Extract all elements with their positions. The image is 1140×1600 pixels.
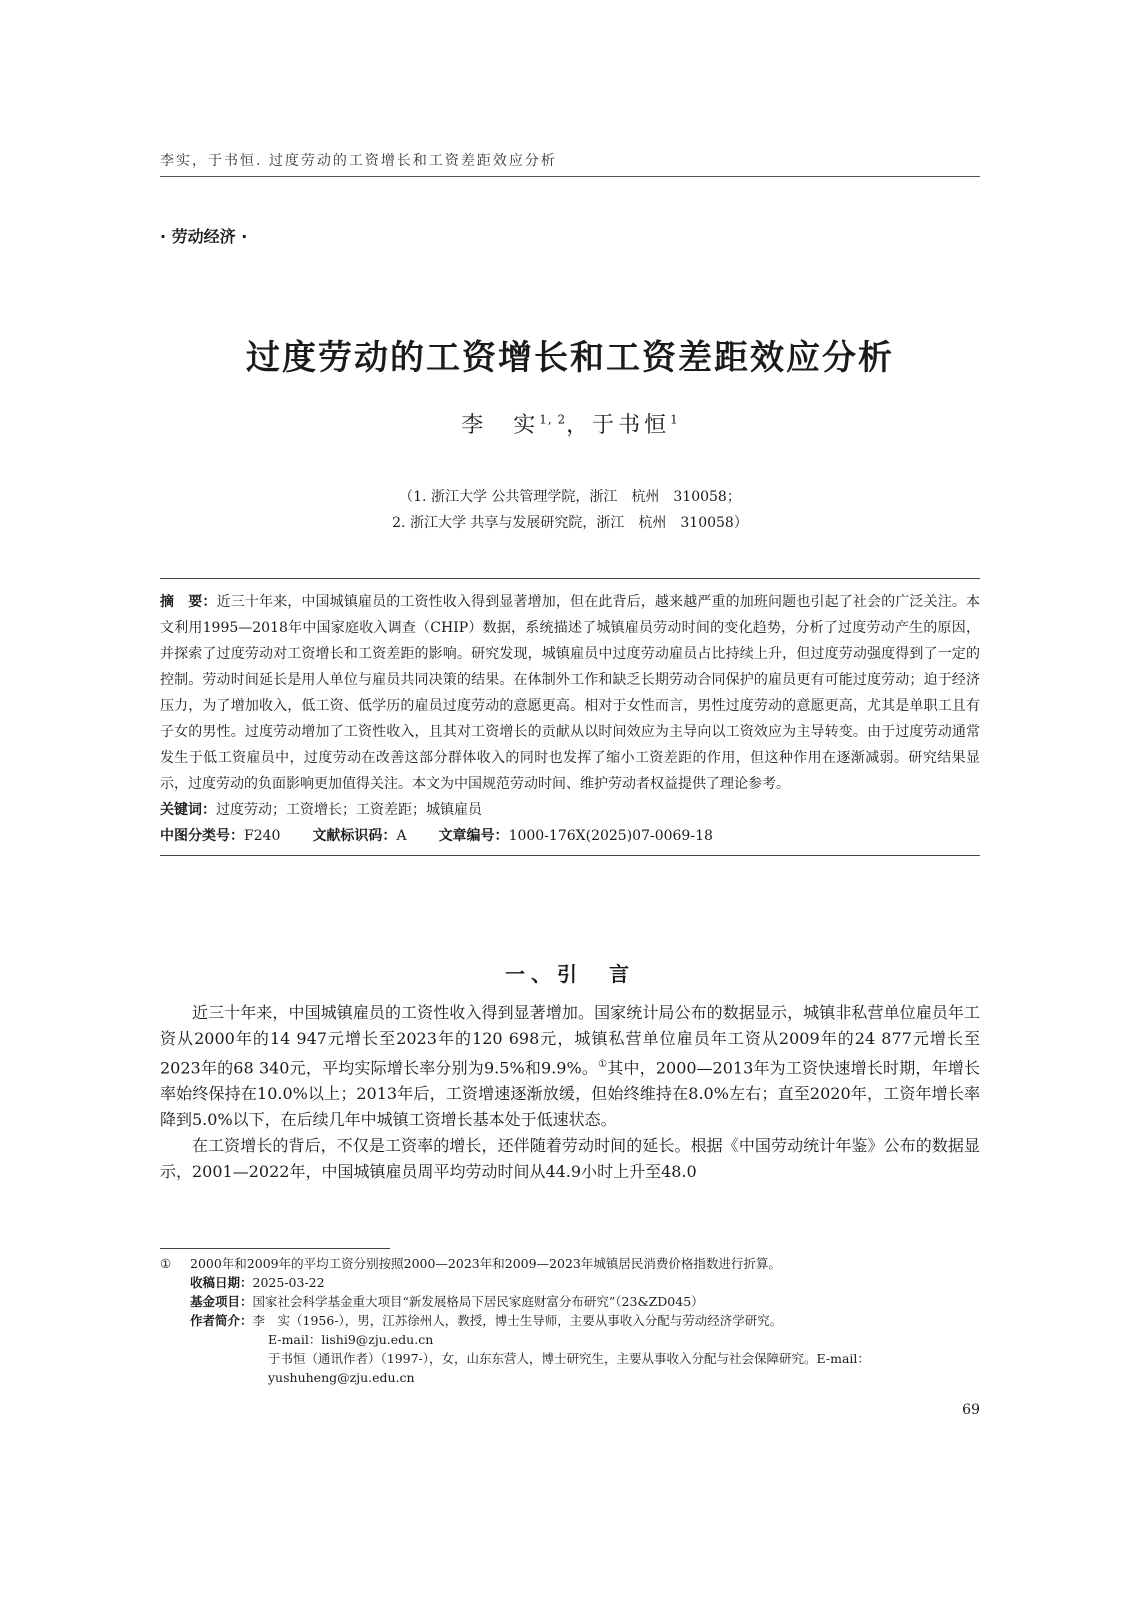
- author-affil-marker: 1, 2: [539, 412, 567, 427]
- clc-label: 中图分类号：: [160, 828, 244, 844]
- received-date-label: 收稿日期：: [190, 1275, 253, 1290]
- author-affil-marker: 1: [670, 412, 679, 427]
- received-date-value: 2025-03-22: [252, 1275, 325, 1290]
- fund-project: [160, 1292, 980, 1311]
- author-bio-text: 李 实（1956-），男，江苏徐州人，教授，博士生导师，主要从事收入分配与劳动经济学研究。: [252, 1313, 783, 1328]
- article-number-value: 1000-176X(2025)07-0069-18: [508, 828, 713, 844]
- body-paragraph: 在工资增长的背后，不仅是工资率的增长，还伴随着劳动时间的延长。根据《中国劳动统计年鉴》公布的数据显示，2001—2022年，中国城镇雇员周平均劳动时间从44.9小时上升至48.0: [160, 1136, 980, 1182]
- author-email[interactable]: E-mail：lishi9@zju.edu.cn: [268, 1332, 434, 1347]
- section-heading: 一、引 言: [505, 962, 635, 986]
- doc-code-label: 文献标识码：: [312, 828, 397, 844]
- abstract-block: [160, 578, 980, 856]
- abstract: [160, 589, 980, 797]
- footnote-mark: ①: [160, 1256, 172, 1271]
- author-email[interactable]: yushuheng@zju.edu.cn: [268, 1370, 415, 1385]
- keywords: [160, 797, 980, 823]
- author-bio: [160, 1311, 980, 1330]
- running-head: 李实，于书恒. 过度劳动的工资增长和工资差距效应分析: [160, 150, 980, 177]
- article-number-label: 文章编号：: [438, 828, 509, 844]
- footnote-divider: [160, 1248, 390, 1249]
- clc-value: F240: [244, 828, 281, 844]
- article-title: 过度劳动的工资增长和工资差距效应分析: [246, 338, 894, 378]
- author-name: 于书恒: [592, 413, 671, 438]
- affiliations: [0, 484, 1140, 536]
- footnote-text: 2000年和2009年的平均工资分别按照2000—2023年和2009—2023年城镇居民消费价格指数进行折算。: [190, 1256, 781, 1271]
- fund-project-value: 国家社会科学基金重大项目“新发展格局下居民家庭财富分布研究”（23&ZD045）: [252, 1294, 704, 1309]
- abstract-label: 摘 要：: [160, 594, 217, 610]
- body-paragraph: [160, 1000, 980, 1133]
- author-name: 李 实: [461, 413, 540, 438]
- abstract-text: 近三十年来，中国城镇雇员的工资性收入得到显著增加，但在此背后，越来越严重的加班问题也引起了社会的广泛关注。本文利用1995—2018年中国家庭收入调查（CHIP）数据，系统描述了城镇雇员劳动时间的变化趋势，分析了过度劳动产生的原因，并探索了过度劳动对工资增长和工资差距的影响。研究发现，城镇雇员中过度劳动雇员占比持续上升，但过度劳动强度得到了一定的控制。劳动时间延长是用人单位与雇员共同决策的结果。在体制外工作和缺乏长期劳动合同保护的雇员更有可能过度劳动；迫于经济压力，为了增加收入，低工资、低学历的雇员过度劳动的意愿更高。相对于女性而言，男性过度劳动的意愿更高，尤其是单职工且有子女的男性。过度劳动增加了工资性收入，且其对工资增长的贡献从以时间效应为主导向以工资效应为主导转变。由于过度劳动通常发生于低工资雇员中，过度劳动在改善这部分群体收入的同时也发挥了缩小工资差距的作用，但这种作用在逐渐减弱。研究结果显示，过度劳动的负面影响更加值得关注。本文为中国规范劳动时间、维护劳动者权益提供了理论参考。: [160, 594, 980, 792]
- page-number: 69: [962, 1402, 980, 1418]
- footnote-marker[interactable]: ①: [598, 1059, 608, 1070]
- column-label: · 劳动经济 ·: [160, 227, 248, 246]
- body-text-run: 其中，2000—2013年为工资快速增长时期，年增长率始终保持在10.0%以上；2013年后，工资增速逐渐放缓，但始终维持在8.0%左右；直至2020年，工资年增长率降到5.0%以下，在后续几年中城镇工资增长基本处于低速状态。: [160, 1058, 980, 1130]
- received-date: [160, 1273, 980, 1292]
- footnote: [160, 1254, 980, 1273]
- body-text-run: 近三十年来，中国城镇雇员的工资性收入得到显著增加。国家统计局公布的数据显示，城镇非私营单位雇员年工资从2000年的14 947元增长至2023年的120 698元，城镇私营单位雇员年工资从2009年的24 877元增长至2023年的68 340元，平均实际增长率分别为9.5%和9.9%。: [160, 1003, 980, 1078]
- keywords-label: 关键词：: [160, 802, 216, 818]
- fund-project-label: 基金项目：: [190, 1294, 253, 1309]
- affiliation-line: 2. 浙江大学 共享与发展研究院，浙江 杭州 310058）: [392, 515, 748, 531]
- author-line: [0, 408, 1140, 439]
- body-text: [160, 1000, 980, 1185]
- author-bio-text: 于书恒（通讯作者）（1997-），女，山东东营人，博士研究生，主要从事收入分配与社会保障研究。E-mail：: [268, 1351, 870, 1366]
- keywords-text: 过度劳动；工资增长；工资差距；城镇雇员: [216, 802, 482, 818]
- affiliation-line: （1. 浙江大学 公共管理学院，浙江 杭州 310058；: [399, 489, 741, 505]
- classification-line: [160, 823, 980, 849]
- author-separator: ，: [566, 413, 593, 438]
- doc-code-value: A: [396, 828, 407, 844]
- author-bio-label: 作者简介：: [190, 1313, 253, 1328]
- footnotes: [160, 1254, 980, 1387]
